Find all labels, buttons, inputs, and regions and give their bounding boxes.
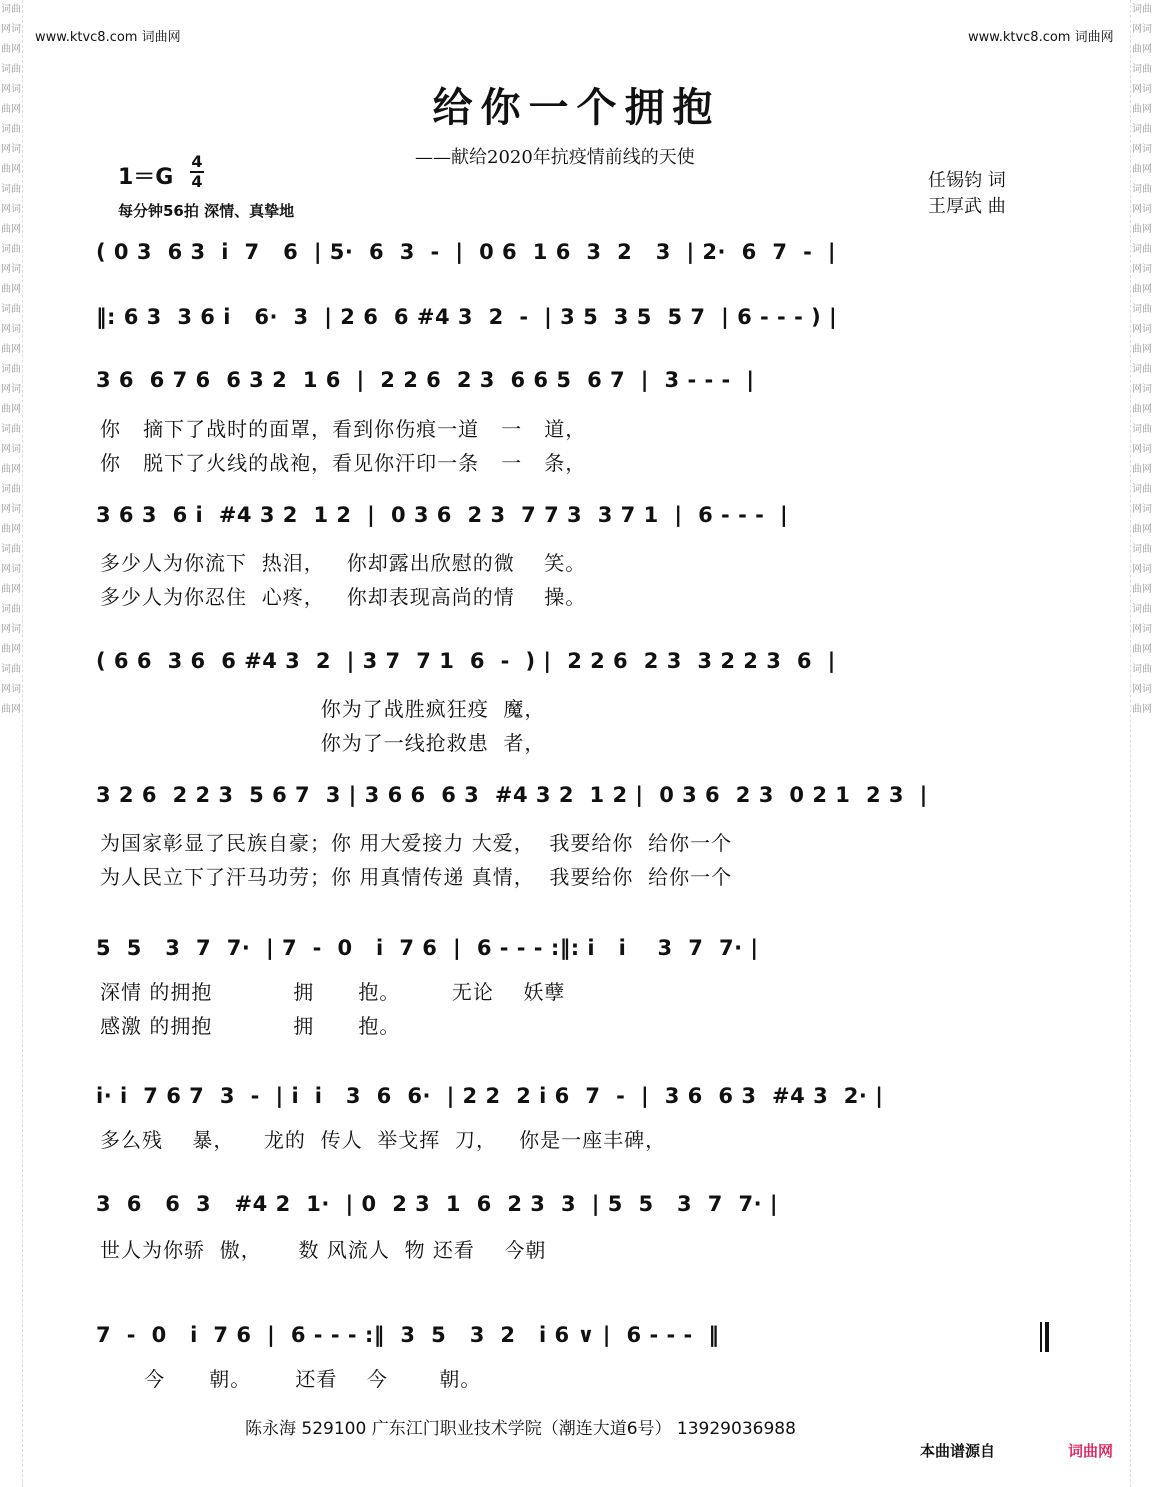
score-line: 3 6 6 7 6 6 3 2 1 6 | 2 2 6 2 3 6 6 5 6 7 | 3 - - - | [96, 368, 755, 392]
key-signature: 1＝G [118, 165, 174, 190]
lyric-line: 世人为你骄 傲， 数 风流人 物 还看 今朝 [100, 1238, 547, 1262]
lyric-line: 深情 的拥抱 拥 抱。 无论 妖孽 [100, 980, 566, 1004]
final-barline-thick [1045, 1322, 1049, 1352]
score-line: ( 0 3 6 3 i 7 6 | 5· 6 3 - | 0 6 1 6 3 2 3 | 2· 6 7 - | [96, 240, 837, 264]
right-watermark-strip: 词曲网词曲网词曲网词曲网词曲网词曲网词曲网词曲网词曲网词曲网词曲网词曲网词曲网词曲网词曲网词曲网词曲网词曲网词曲网词曲网词曲网词曲网词曲网词曲网 [1130, 0, 1153, 1487]
lyric-line: 你为了战胜疯狂疫 魔， [100, 697, 546, 721]
lyricist-credit: 任锡钧 词 [928, 170, 1006, 191]
time-bottom: 4 [191, 172, 203, 191]
song-title: 给你一个拥抱 [432, 84, 721, 131]
lyric-line: 为人民立下了汗马功劳；你 用真情传递 真情， 我要给你 给你一个 [100, 865, 733, 889]
contact-footer: 陈永海 529100 广东江门职业技术学院（潮连大道6号） 13929036988 [245, 1419, 796, 1439]
score-line: 3 6 6 3 #4 2 1· | 0 2 3 1 6 2 3 3 | 5 5 3 7 7· | [96, 1192, 779, 1216]
site-url-right: www.ktvc8.com 词曲网 [968, 30, 1114, 45]
final-barline [1040, 1322, 1042, 1352]
score-line: ‖: 6 3 3 6 i 6· 3 | 2 6 6 #4 3 2 - | 3 5 3 5 5 7 | 6 - - - ) | [96, 305, 838, 329]
time-signature [190, 154, 204, 190]
time-top: 4 [191, 152, 203, 171]
lyric-line: 你为了一线抢救患 者， [100, 731, 546, 755]
lyric-line: 感激 的拥抱 拥 抱。 [100, 1014, 401, 1038]
tempo-marking: 每分钟56拍 深情、真挚地 [118, 202, 295, 220]
lyric-line: 今 朝。 还看 今 朝。 [100, 1367, 482, 1391]
site-url-left: www.ktvc8.com 词曲网 [35, 30, 181, 45]
lyric-line: 多么残 暴， 龙的 传人 举戈挥 刀， 你是一座丰碑， [100, 1128, 667, 1152]
lyric-line: 为国家彰显了民族自豪；你 用大爱接力 大爱， 我要给你 给你一个 [100, 831, 733, 855]
score-line: 7 - 0 i 7 6 | 6 - - - :‖ 3 5 3 2 i 6 ∨ | 6 - - - ‖ [96, 1323, 720, 1347]
score-line: i· i 7 6 7 3 - | i i 3 6 6· | 2 2 2 i 6 7 - | 3 6 6 3 #4 3 2· | [96, 1084, 884, 1108]
composer-credit: 王厚武 曲 [928, 196, 1006, 217]
score-line: 5 5 3 7 7· | 7 - 0 i 7 6 | 6 - - - :‖: i i 3 7 7· | [96, 936, 759, 960]
lyric-line: 你 脱下了火线的战袍，看见你汗印一条 一 条， [100, 451, 587, 475]
score-line: 3 2 6 2 2 3 5 6 7 3 | 3 6 6 6 3 #4 3 2 1 2 | 0 3 6 2 3 0 2 1 2 3 | [96, 783, 928, 807]
lyric-line: 多少人为你忍住 心疼， 你却表现高尚的情 操。 [100, 585, 587, 609]
song-subtitle: ——献给2020年抗疫情前线的天使 [415, 147, 695, 168]
lyric-line: 你 摘下了战时的面罩，看到你伤痕一道 一 道， [100, 417, 587, 441]
source-label: 本曲谱源自 [920, 1442, 996, 1460]
score-line: ( 6 6 3 6 6 #4 3 2 | 3 7 7 1 6 - ) | 2 2 6 2 3 3 2 2 3 6 | [96, 649, 836, 673]
brand-logo: 词曲网 [1068, 1442, 1114, 1460]
lyric-line: 多少人为你流下 热泪， 你却露出欣慰的微 笑。 [100, 551, 587, 575]
left-watermark-strip: 词曲网词曲网词曲网词曲网词曲网词曲网词曲网词曲网词曲网词曲网词曲网词曲网词曲网词曲网词曲网词曲网词曲网词曲网词曲网词曲网词曲网词曲网词曲网词曲网 [0, 0, 23, 1487]
score-line: 3 6 3 6 i #4 3 2 1 2 | 0 3 6 2 3 7 7 3 3 7 1 | 6 - - - | [96, 503, 789, 527]
